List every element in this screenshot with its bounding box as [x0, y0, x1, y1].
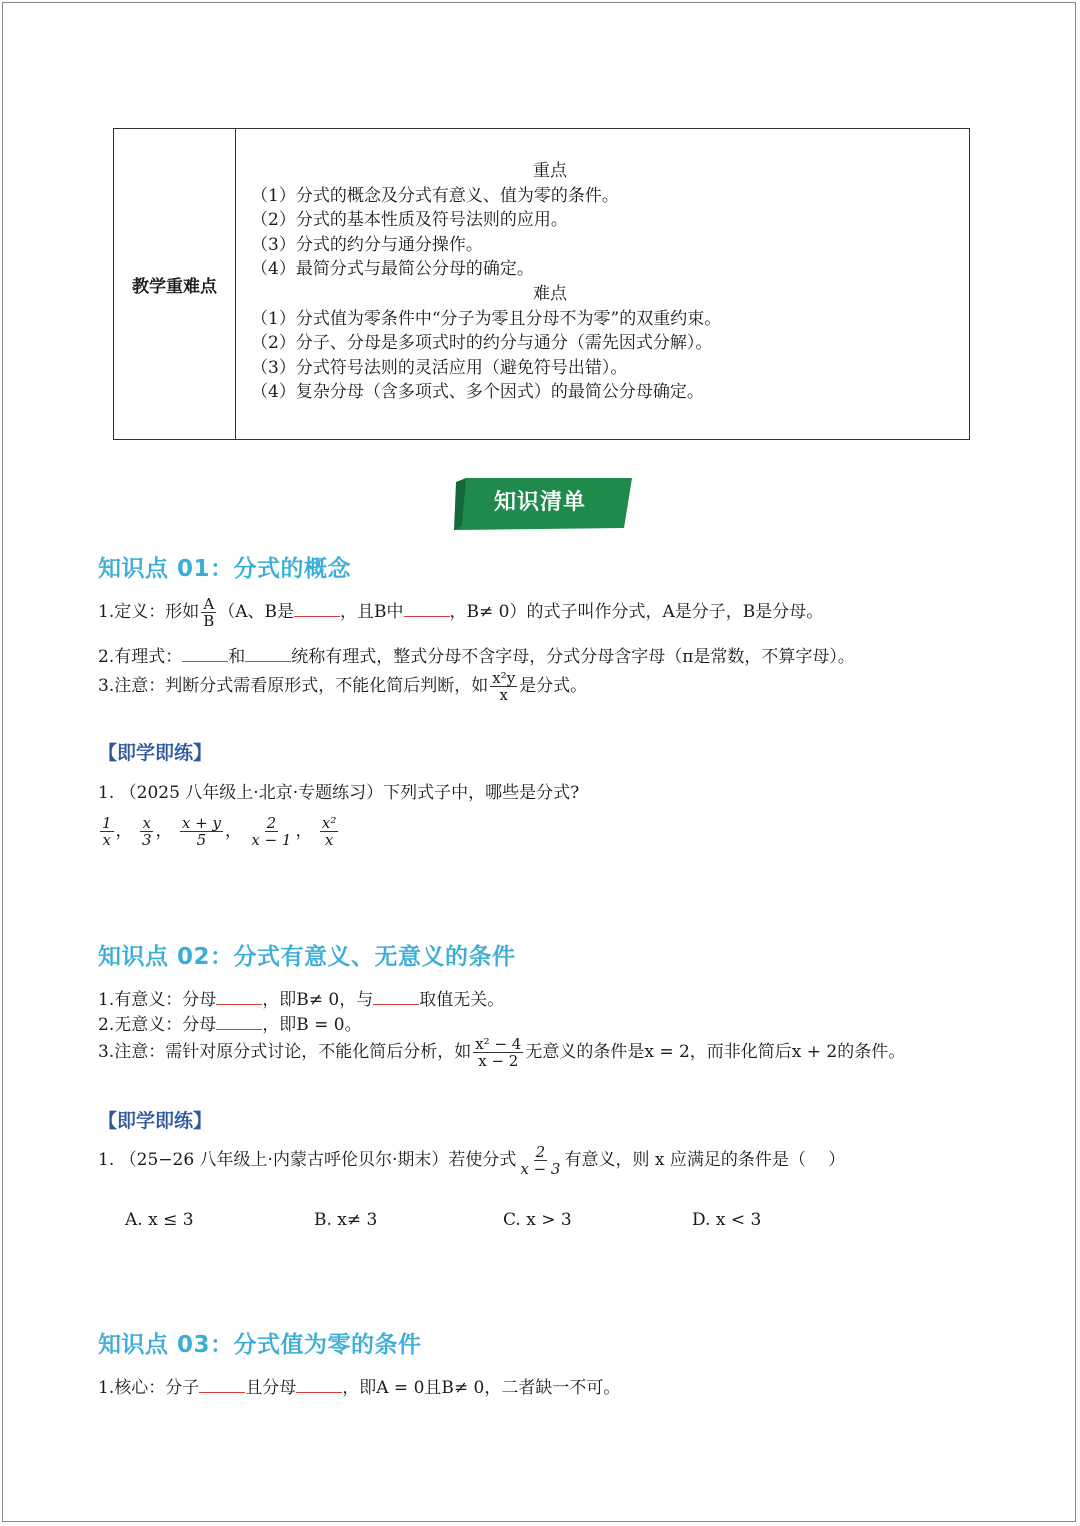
fill-blank[interactable] — [216, 987, 262, 1005]
kp1-line2 — [98, 642, 855, 667]
text: 1. （25−26 八年级上·内蒙古呼伦贝尔·期末）若使分式 — [98, 1150, 517, 1170]
nandian-item: （2）分子、分母是多项式时的约分与通分（需先因式分解）。 — [251, 333, 713, 354]
text: 2.有理式： — [98, 647, 183, 667]
q2-stem — [98, 1144, 845, 1177]
text: 是分式。 — [519, 676, 588, 696]
banner-text: 知识清单 — [493, 490, 586, 515]
fill-blank[interactable] — [199, 1375, 245, 1393]
frac-num: A — [203, 595, 215, 613]
separator: ， — [295, 821, 313, 841]
kp2-title: 知识点 02：分式有意义、无意义的条件 — [98, 944, 516, 970]
option-c[interactable]: C. x > 3 — [503, 1210, 572, 1230]
option-a[interactable]: A. x ≤ 3 — [125, 1210, 194, 1230]
fill-blank[interactable] — [245, 644, 291, 662]
text: 2.无意义：分母 — [98, 1015, 217, 1035]
frac-num: x² — [321, 814, 337, 832]
separator: ， — [224, 821, 242, 841]
practice-label-1: 【即学即练】 — [98, 742, 213, 764]
knowledge-list-banner — [452, 476, 632, 530]
text: 取值无关。 — [419, 990, 505, 1010]
frac-den: 3 — [141, 831, 152, 849]
text: 1.核心：分子 — [98, 1378, 200, 1398]
text: ，B≠ 0）的式子叫作分式，A是分子，B是分母。 — [449, 602, 824, 622]
separator: ， — [115, 821, 133, 841]
option-d[interactable]: D. x < 3 — [692, 1210, 762, 1230]
fill-blank[interactable] — [373, 987, 419, 1005]
frac-num: 2 — [535, 1143, 546, 1161]
text: 统称有理式，整式分母不含字母，分式分母含字母（π是常数，不算字母）。 — [291, 647, 855, 667]
text: 3.注意：判断分式需看原形式，不能化简后判断，如 — [98, 676, 489, 696]
nandian-item: （3）分式符号法则的灵活应用（避免符号出错）。 — [251, 357, 628, 378]
kp2-line2 — [98, 1010, 362, 1035]
table-content — [236, 129, 969, 439]
fraction — [490, 670, 517, 703]
kp2-line1 — [98, 985, 504, 1010]
text: ，即B≠ 0，与 — [262, 990, 374, 1010]
frac-den: x − 3 — [520, 1160, 561, 1178]
zhongdian-item: （2）分式的基本性质及符号法则的应用。 — [251, 210, 568, 231]
text: （A、B是 — [218, 602, 295, 622]
nandian-heading: 难点 — [533, 283, 567, 304]
frac-den: x − 1 — [251, 831, 292, 849]
text: 1.定义：形如 — [98, 602, 200, 622]
fraction — [100, 815, 114, 848]
fraction — [140, 815, 154, 848]
frac-den: B — [203, 612, 215, 630]
text: 3.注意：需针对原分式讨论，不能化简后分析，如 — [98, 1042, 472, 1062]
q1-stem: 1. （2025 八年级上·北京·专题练习）下列式子中，哪些是分式? — [98, 783, 580, 803]
text: 且分母 — [245, 1378, 297, 1398]
frac-num: 2 — [266, 814, 277, 832]
separator: ， — [155, 821, 173, 841]
text: ，且B中 — [340, 602, 404, 622]
kp1-line3 — [98, 670, 587, 703]
nandian-item: （4）复杂分母（含多项式、多个因式）的最简公分母确定。 — [251, 382, 704, 403]
key-points-table — [113, 128, 970, 440]
kp3-title: 知识点 03：分式值为零的条件 — [98, 1332, 422, 1358]
frac-den: 5 — [196, 831, 207, 849]
zhongdian-heading: 重点 — [533, 161, 567, 181]
fraction — [201, 596, 216, 629]
kp1-title: 知识点 01：分式的概念 — [98, 556, 352, 582]
fill-blank[interactable] — [294, 599, 340, 617]
nandian-item: （1）分式值为零条件中“分子为零且分母不为零”的双重约束。 — [251, 308, 722, 329]
text: 和 — [228, 647, 246, 667]
text: 无意义的条件是x = 2，而非化简后x + 2的条件。 — [525, 1042, 906, 1062]
text: 有意义，则 x 应满足的条件是（ ） — [564, 1150, 846, 1170]
fraction — [180, 815, 223, 848]
kp2-line3 — [98, 1036, 905, 1069]
text: ，即B = 0。 — [262, 1015, 362, 1035]
kp3-line1 — [98, 1373, 620, 1398]
q1-fractions — [98, 815, 340, 848]
fill-blank[interactable] — [182, 644, 228, 662]
frac-num: x²y — [492, 669, 516, 687]
fraction — [249, 815, 293, 848]
frac-den: x — [499, 686, 508, 704]
practice-label-2: 【即学即练】 — [98, 1110, 213, 1132]
frac-den: x — [324, 831, 334, 849]
option-b[interactable]: B. x≠ 3 — [314, 1210, 378, 1230]
fill-blank[interactable] — [296, 1375, 342, 1393]
zhongdian-item: （1）分式的概念及分式有意义、值为零的条件。 — [251, 185, 619, 206]
zhongdian-item: （4）最简分式与最简公分母的确定。 — [251, 259, 534, 280]
text: ，即A = 0且B≠ 0，二者缺一不可。 — [342, 1378, 621, 1398]
fill-blank[interactable] — [216, 1012, 262, 1030]
text: 1.有意义：分母 — [98, 990, 217, 1010]
frac-num: x + y — [181, 814, 221, 832]
frac-den: x − 2 — [478, 1052, 519, 1070]
frac-num: x — [142, 814, 151, 832]
fraction — [473, 1036, 523, 1069]
table-label: 教学重难点 — [114, 129, 236, 439]
frac-num: 1 — [102, 814, 112, 832]
frac-den: x — [102, 831, 111, 849]
zhongdian-item: （3）分式的约分与通分操作。 — [251, 234, 483, 255]
kp1-line1 — [98, 596, 823, 629]
fraction — [518, 1144, 562, 1177]
fill-blank[interactable] — [404, 599, 450, 617]
fraction — [320, 815, 338, 848]
frac-num: x² − 4 — [475, 1035, 522, 1053]
